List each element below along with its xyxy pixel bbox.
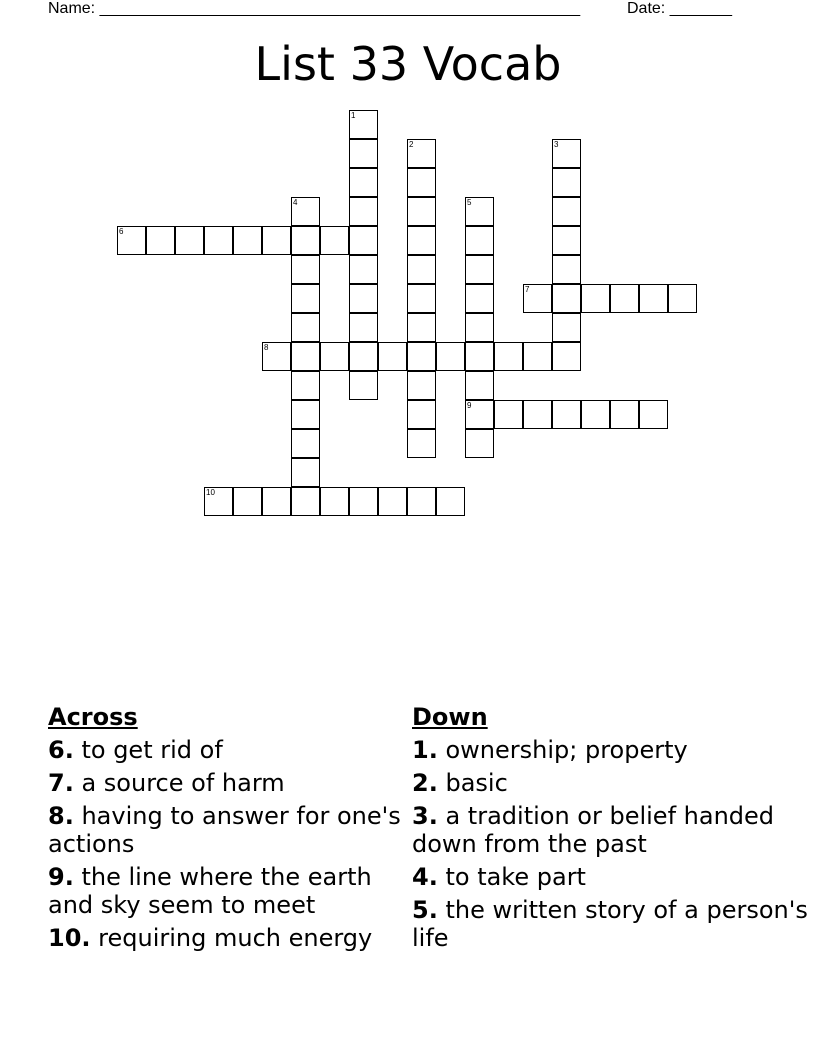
clue-across-8: 8. having to answer for one's actions — [48, 802, 401, 858]
crossword-cell[interactable] — [552, 313, 581, 342]
crossword-cell[interactable] — [552, 197, 581, 226]
crossword-cell[interactable] — [349, 342, 378, 371]
crossword-cell[interactable] — [494, 342, 523, 371]
crossword-cell[interactable] — [349, 139, 378, 168]
crossword-cell[interactable] — [465, 342, 494, 371]
across-heading: Across — [48, 703, 138, 731]
crossword-cell[interactable] — [378, 487, 407, 516]
crossword-cell[interactable] — [610, 284, 639, 313]
crossword-cell[interactable] — [233, 487, 262, 516]
crossword-cell[interactable] — [291, 342, 320, 371]
clue-number: 3 — [554, 140, 559, 149]
crossword-cell[interactable] — [552, 226, 581, 255]
clue-across-7: 7. a source of harm — [48, 769, 285, 797]
crossword-cell[interactable] — [291, 400, 320, 429]
crossword-cell[interactable] — [262, 226, 291, 255]
worksheet-header — [48, 0, 748, 18]
crossword-cell[interactable] — [320, 226, 349, 255]
crossword-cell[interactable] — [523, 400, 552, 429]
crossword-cell[interactable] — [349, 197, 378, 226]
crossword-cell[interactable] — [552, 342, 581, 371]
crossword-cell[interactable] — [291, 458, 320, 487]
crossword-cell[interactable] — [465, 429, 494, 458]
crossword-cell[interactable] — [407, 226, 436, 255]
clue-number: 7 — [525, 285, 530, 294]
crossword-cell[interactable] — [262, 342, 291, 371]
crossword-cell[interactable] — [552, 284, 581, 313]
crossword-cell[interactable] — [320, 487, 349, 516]
crossword-cell[interactable] — [291, 487, 320, 516]
clue-number: 10 — [206, 488, 215, 497]
crossword-cell[interactable] — [291, 255, 320, 284]
crossword-cell[interactable] — [291, 371, 320, 400]
down-heading: Down — [412, 703, 488, 731]
crossword-cell[interactable] — [349, 168, 378, 197]
crossword-cell[interactable] — [436, 342, 465, 371]
crossword-cell[interactable] — [523, 284, 552, 313]
page-title: List 33 Vocab — [254, 37, 562, 91]
clue-across-6: 6. to get rid of — [48, 736, 223, 764]
clue-number: 9 — [467, 401, 472, 410]
crossword-cell[interactable] — [349, 487, 378, 516]
crossword-cell[interactable] — [349, 284, 378, 313]
crossword-cell[interactable] — [349, 110, 378, 139]
crossword-cell[interactable] — [291, 429, 320, 458]
crossword-cell[interactable] — [146, 226, 175, 255]
crossword-cell[interactable] — [552, 139, 581, 168]
crossword-cell[interactable] — [233, 226, 262, 255]
crossword-cell[interactable] — [552, 255, 581, 284]
clue-down-4: 4. to take part — [412, 863, 586, 891]
down-clues — [412, 702, 812, 957]
clue-number: 2 — [409, 140, 414, 149]
crossword-cell[interactable] — [523, 342, 552, 371]
across-clues — [48, 702, 408, 957]
crossword-cell[interactable] — [262, 487, 291, 516]
crossword-cell[interactable] — [407, 313, 436, 342]
crossword-cell[interactable] — [320, 342, 349, 371]
crossword-cell[interactable] — [668, 284, 697, 313]
clue-number: 8 — [264, 343, 269, 352]
crossword-cell[interactable] — [407, 429, 436, 458]
crossword-cell[interactable] — [494, 400, 523, 429]
clue-across-9: 9. the line where the earth and sky seem to meet — [48, 863, 372, 919]
crossword-cell[interactable] — [639, 284, 668, 313]
crossword-cell[interactable] — [407, 139, 436, 168]
crossword-cell[interactable] — [407, 255, 436, 284]
crossword-cell[interactable] — [465, 284, 494, 313]
crossword-cell[interactable] — [204, 226, 233, 255]
clue-down-3: 3. a tradition or belief handed down from the past — [412, 802, 775, 858]
crossword-cell[interactable] — [349, 255, 378, 284]
crossword-cell[interactable] — [349, 226, 378, 255]
crossword-cell[interactable] — [465, 226, 494, 255]
clue-number: 4 — [293, 198, 298, 207]
name-field-label: Name: ______________________________________________________ — [48, 0, 581, 17]
crossword-cell[interactable] — [291, 197, 320, 226]
clue-down-2: 2. basic — [412, 769, 508, 797]
crossword-cell[interactable] — [465, 197, 494, 226]
clue-across-10: 10. requiring much energy — [48, 924, 373, 952]
crossword-cell[interactable] — [465, 400, 494, 429]
clue-down-1: 1. ownership; property — [412, 736, 688, 764]
crossword-cell[interactable] — [291, 284, 320, 313]
clue-down-5: 5. the written story of a person's life — [412, 896, 808, 952]
crossword-cell[interactable] — [465, 313, 494, 342]
crossword-cell[interactable] — [407, 342, 436, 371]
crossword-cell[interactable] — [204, 487, 233, 516]
crossword-cell[interactable] — [639, 400, 668, 429]
crossword-cell[interactable] — [117, 226, 146, 255]
crossword-cell[interactable] — [581, 400, 610, 429]
clue-number: 1 — [351, 111, 356, 120]
crossword-cell[interactable] — [465, 255, 494, 284]
clue-number: 5 — [467, 198, 472, 207]
clue-number: 6 — [119, 227, 124, 236]
crossword-cell[interactable] — [465, 371, 494, 400]
crossword-cell[interactable] — [407, 284, 436, 313]
crossword-cell[interactable] — [436, 487, 465, 516]
crossword-cell[interactable] — [291, 226, 320, 255]
crossword-cell[interactable] — [407, 487, 436, 516]
date-field-label: Date: _______ — [627, 0, 732, 17]
crossword-cell[interactable] — [581, 284, 610, 313]
crossword-cell[interactable] — [175, 226, 204, 255]
crossword-cell[interactable] — [610, 400, 639, 429]
crossword-cell[interactable] — [407, 197, 436, 226]
crossword-cell[interactable] — [349, 371, 378, 400]
crossword-cell[interactable] — [407, 168, 436, 197]
crossword-cell[interactable] — [407, 371, 436, 400]
crossword-cell[interactable] — [552, 168, 581, 197]
crossword-cell[interactable] — [552, 400, 581, 429]
crossword-cell[interactable] — [291, 313, 320, 342]
crossword-cell[interactable] — [378, 342, 407, 371]
crossword-cell[interactable] — [407, 400, 436, 429]
crossword-cell[interactable] — [349, 313, 378, 342]
